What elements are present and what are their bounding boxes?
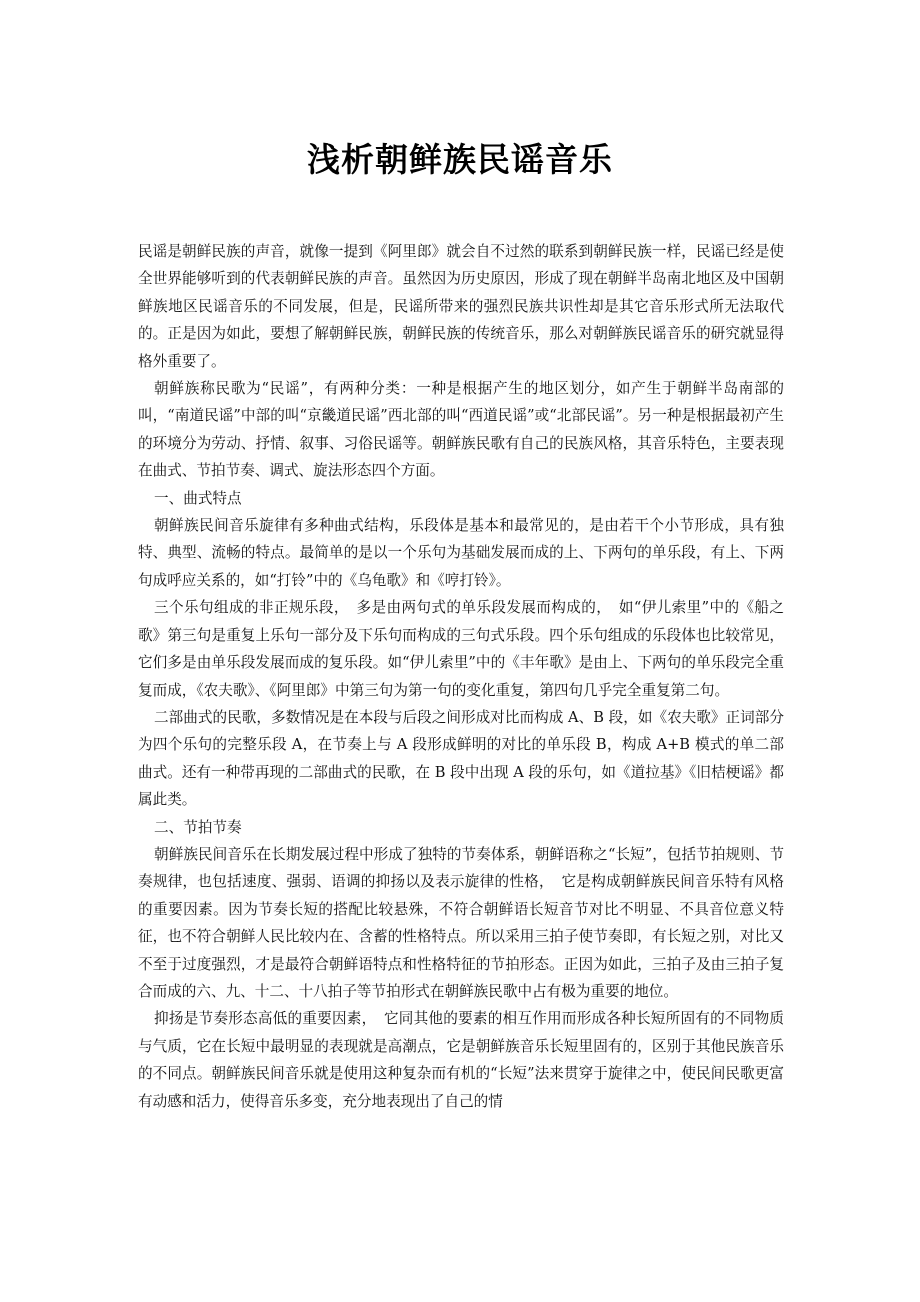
document-title: 浅析朝鲜族民谣音乐: [307, 140, 613, 180]
section-heading-rhythm: 二、节拍节奏: [154, 818, 242, 836]
paragraph-form-2: 三个乐句组成的非正规乐段， 多是由两句式的单乐段发展而构成的， 如“伊儿索里”中的《船之歌》第三句是重复上乐句一部分及下乐句而构成的三句式乐段。四个乐句组成的乐段体也比较常见，它们多是由单乐段发展而成的复乐段。如“伊儿索里”中的《丰年歌》是由上、下两句的单乐段完全重复而成，《农夫歌》、《阿里郎》中第三句为第一句的变化重复，第四句几乎完全重复第二句。: [138, 599, 784, 699]
paragraph-rhythm-1: 朝鲜族民间音乐在长期发展过程中形成了独特的节奏体系，朝鲜语称之“长短”，包括节拍规则、节奏规律，也包括速度、强弱、语调的抑扬以及表示旋律的性格， 它是构成朝鲜族民间音乐特有风格的重要因素。因为节奏长短的搭配比较悬殊，不符合朝鲜语长短音节对比不明显、不具音位意义特征，也不符合朝鲜人民比较内在、含蓄的性格特点。所以采用三拍子使节奏即，有长短之别，对比又不至于过度强烈，才是最符合朝鲜语特点和性格特征的节拍形态。正因为如此，三拍子及由三拍子复合而成的六、九、十二、十八拍子等节拍形式在朝鲜族民歌中占有极为重要的地位。: [138, 845, 784, 1000]
paragraph-classification: 朝鲜族称民歌为“民谣”，有两种分类：一种是根据产生的地区划分，如产生于朝鲜半岛南部的叫，“南道民谣”中部的叫“京畿道民谣”西北部的叫“西道民谣”或“北部民谣”。另一种是根据最初产生的环境分为劳动、抒情、叙事、习俗民谣等。朝鲜族民歌有自己的民族风格，其音乐特色，主要表现在曲式、节拍节奏、调式、旋法形态四个方面。: [138, 380, 784, 480]
section-heading-form: 一、曲式特点: [154, 489, 242, 507]
paragraph-intro: 民谣是朝鲜民族的声音，就像一提到《阿里郎》就会自不过然的联系到朝鲜民族一样，民谣已经是使全世界能够听到的代表朝鲜民族的声音。虽然因为历史原因，形成了现在朝鲜半岛南北地区及中国朝鲜族地区民谣音乐的不同发展，但是，民谣所带来的强烈民族共识性却是其它音乐形式所无法取代的。正是因为如此，要想了解朝鲜民族，朝鲜民族的传统音乐，那么对朝鲜族民谣音乐的研究就显得格外重要了。: [138, 243, 784, 370]
paragraph-form-3: 二部曲式的民歌，多数情况是在本段与后段之间形成对比而构成 A、B 段，如《农夫歌》正词部分为四个乐句的完整乐段 A，在节奏上与 A 段形成鲜明的对比的单乐段 B，构成 A+B 模式的单二部曲式。还有一种带再现的二部曲式的民歌，在 B 段中出现 A 段的乐句，如《道拉基》《旧桔梗谣》都属此类。: [138, 708, 784, 809]
paragraph-rhythm-2: 抑扬是节奏形态高低的重要因素， 它同其他的要素的相互作用而形成各种长短所固有的不同物质与气质，它在长短中最明显的表现就是高潮点，它是朝鲜族音乐长短里固有的，区别于其他民族音乐的不同点。朝鲜族民间音乐就是使用这种复杂而有机的“长短”法来贯穿于旋律之中，使民间民歌更富有动感和活力，使得音乐多变，充分地表现出了自己的情: [138, 1010, 784, 1110]
document-body: [138, 238, 784, 1115]
paragraph-form-1: 朝鲜族民间音乐旋律有多种曲式结构，乐段体是基本和最常见的，是由若干个小节形成，具有独特、典型、流畅的特点。最简单的是以一个乐句为基础发展而成的上、下两句的单乐段，有上、下两句成呼应关系的，如“打铃”中的《乌龟歌》和《哼打铃》。: [138, 517, 784, 589]
